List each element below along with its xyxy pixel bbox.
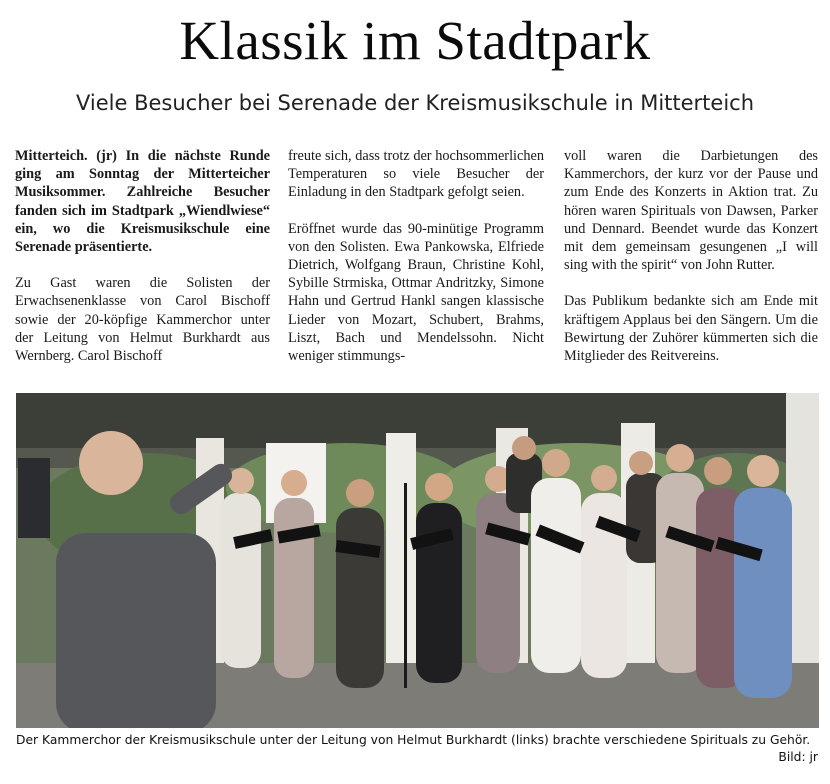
lead-paragraph: Mitterteich. (jr) In die nächste Runde ging am Sonntag der Mitterteicher Musiksommer. Zahlreiche Besucher fanden sich im Stadtpark „Wiendlwiese“ ein, wo die Kreismusikschule eine Serenade präsentierte. [15,148,270,256]
body-paragraph: Das Publikum bedankte sich am Ende mit kräftigem Applaus bei den Sängern. Um die Bewirtung der Zuhörer kümmerten sich die Mitglieder des Reitvereins. [564,293,818,365]
headline: Klassik im Stadtpark [179,10,651,71]
subheadline: Viele Besucher bei Serenade der Kreismusikschule in Mitterteich [75,91,755,115]
article-column-3 [564,147,818,365]
body-paragraph: freute sich, dass trotz der hochsommerlichen Temperaturen so viele Besucher der Einladung in den Stadtpark gefolgt seien. [288,148,544,201]
choir-photo [16,393,819,728]
photo-credit: Bild: jr [778,750,818,764]
photo-caption: Der Kammerchor der Kreismusikschule unter der Leitung von Helmut Burkhardt (links) brachte verschiedene Spirituals zu Gehör. [16,733,811,747]
body-paragraph: Zu Gast waren die Solisten der Erwachsenenklasse von Carol Bischoff sowie der 20-köpfige Kammerchor unter der Leitung von Helmut Burkhardt aus Wernberg. Carol Bischoff [15,275,270,365]
body-paragraph: Eröffnet wurde das 90-minütige Programm von den Solisten. Ewa Pankowska, Elfriede Dietrich, Wolfgang Braun, Christine Kohl, Sybille Strmiska, Ottmar Andritzky, Simone Hahn und Gertrud Hankl sangen klassische Lieder von Mozart, Schubert, Brahms, Liszt, Bach und Mendelssohn. Nicht weniger stimmungs- [288,220,544,365]
body-paragraph: voll waren die Darbietungen des Kammerchors, der kurz vor der Pause und zum Ende des Konzerts in Aktion trat. Zu hören waren Spirituals von Dawsen, Parker und Dennard. Beendet wurde das Konzert mit dem gemeinsam gesungenen „I will sing with the spirit“ von John Rutter. [564,148,818,274]
article-column-1 [15,147,270,365]
article-column-2 [288,147,544,365]
